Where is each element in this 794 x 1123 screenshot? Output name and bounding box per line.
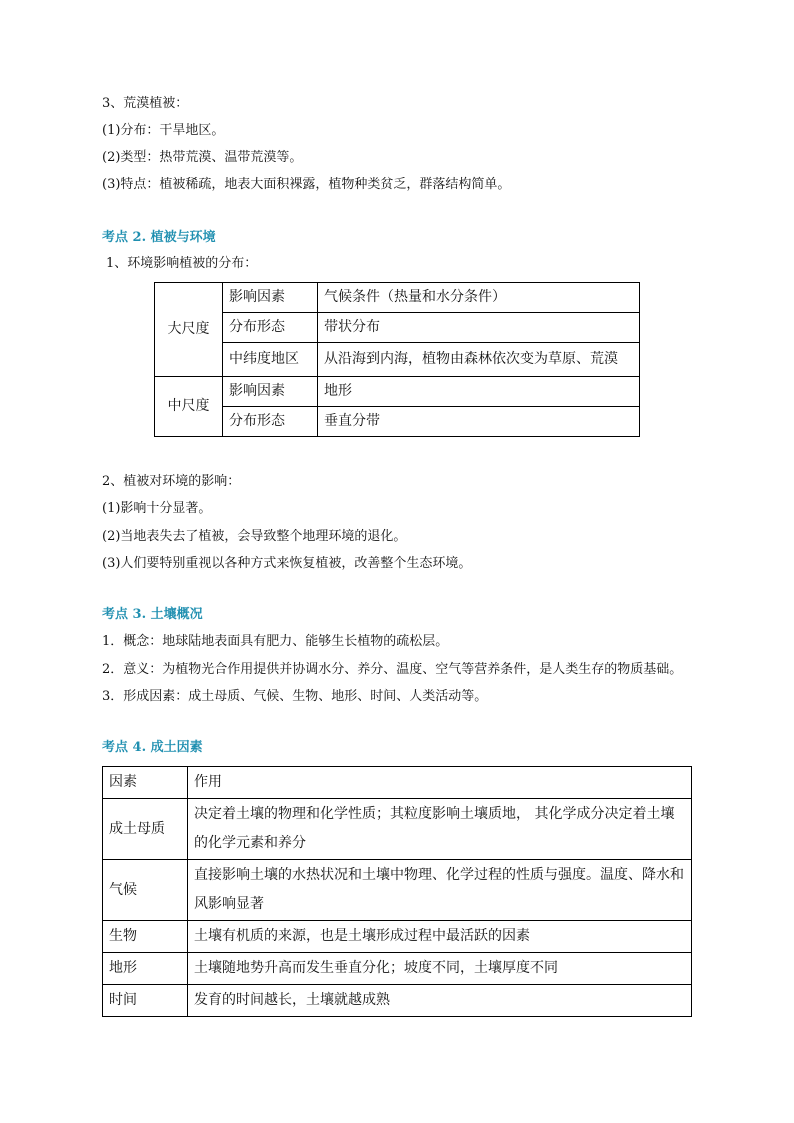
table-row	[103, 799, 692, 860]
table-cell-value: 垂直分带	[318, 407, 640, 437]
table-cell-value: 地形	[318, 377, 640, 407]
large-scale-cell: 大尺度	[155, 283, 223, 377]
kp3-heading: 考点 3. 土壤概况	[102, 607, 203, 622]
kp2-sub1: 1、环境影响植被的分布：	[106, 256, 258, 271]
table-header-row	[103, 767, 692, 799]
kp3-item-concept: 1．概念：地球陆地表面具有肥力、能够生长植物的疏松层。	[102, 634, 449, 649]
table-row	[155, 407, 640, 437]
effect-cell: 决定着土壤的物理和化学性质；其粒度影响土壤质地， 其化学成分决定着土壤的化学元素和养分	[188, 799, 692, 860]
desert-vegetation-title: 3、荒漠植被：	[102, 96, 189, 111]
factor-cell: 生物	[103, 921, 188, 953]
table-row	[155, 313, 640, 343]
kp2-item-3: (3)人们要特别重视以各种方式来恢复植被，改善整个生态环境。	[102, 556, 472, 571]
desert-item-feature: (3)特点：植被稀疏，地表大面积裸露，植物种类贫乏，群落结构简单。	[102, 177, 511, 192]
kp2-heading: 考点 2. 植被与环境	[102, 230, 216, 245]
factor-cell: 成土母质	[103, 799, 188, 860]
table-cell-key: 分布形态	[223, 313, 318, 343]
factor-cell: 气候	[103, 860, 188, 921]
factor-cell: 地形	[103, 953, 188, 985]
table-cell-key: 影响因素	[223, 283, 318, 313]
effect-cell: 土壤有机质的来源，也是土壤形成过程中最活跃的因素	[188, 921, 692, 953]
desert-item-type: (2)类型：热带荒漠、温带荒漠等。	[102, 150, 303, 165]
header-effect: 作用	[188, 767, 692, 799]
table-cell-key: 分布形态	[223, 407, 318, 437]
table-cell-value: 气候条件（热量和水分条件）	[318, 283, 640, 313]
table-row	[155, 377, 640, 407]
medium-scale-cell: 中尺度	[155, 377, 223, 437]
desert-item-distribution: (1)分布：干旱地区。	[102, 123, 225, 138]
table-cell-key: 中纬度地区	[223, 343, 318, 377]
soil-factors-table	[102, 766, 692, 1017]
table-row	[103, 921, 692, 953]
header-factor: 因素	[103, 767, 188, 799]
table-cell-value: 从沿海到内海，植物由森林依次变为草原、荒漠	[318, 343, 640, 377]
table-row	[103, 953, 692, 985]
table-cell-value: 带状分布	[318, 313, 640, 343]
table-row	[155, 343, 640, 377]
table-row	[155, 283, 640, 313]
kp3-item-significance: 2．意义：为植物光合作用提供并协调水分、养分、温度、空气等营养条件，是人类生存的物质基础。	[102, 662, 683, 677]
table-row	[103, 985, 692, 1017]
kp2-sub2: 2、植被对环境的影响：	[102, 474, 241, 489]
kp2-item-1: (1)影响十分显著。	[102, 501, 212, 516]
effect-cell: 土壤随地势升高而发生垂直分化；坡度不同，土壤厚度不同	[188, 953, 692, 985]
factor-cell: 时间	[103, 985, 188, 1017]
effect-cell: 发育的时间越长，土壤就越成熟	[188, 985, 692, 1017]
table-cell-key: 影响因素	[223, 377, 318, 407]
kp2-item-2: (2)当地表失去了植被，会导致整个地理环境的退化。	[102, 529, 407, 544]
effect-cell: 直接影响土壤的水热状况和土壤中物理、化学过程的性质与强度。温度、降水和风影响显著	[188, 860, 692, 921]
kp3-item-factors: 3．形成因素：成土母质、气候、生物、地形、时间、人类活动等。	[102, 689, 488, 704]
kp4-heading: 考点 4. 成土因素	[102, 740, 203, 755]
vegetation-distribution-table	[154, 282, 640, 437]
table-row	[103, 860, 692, 921]
